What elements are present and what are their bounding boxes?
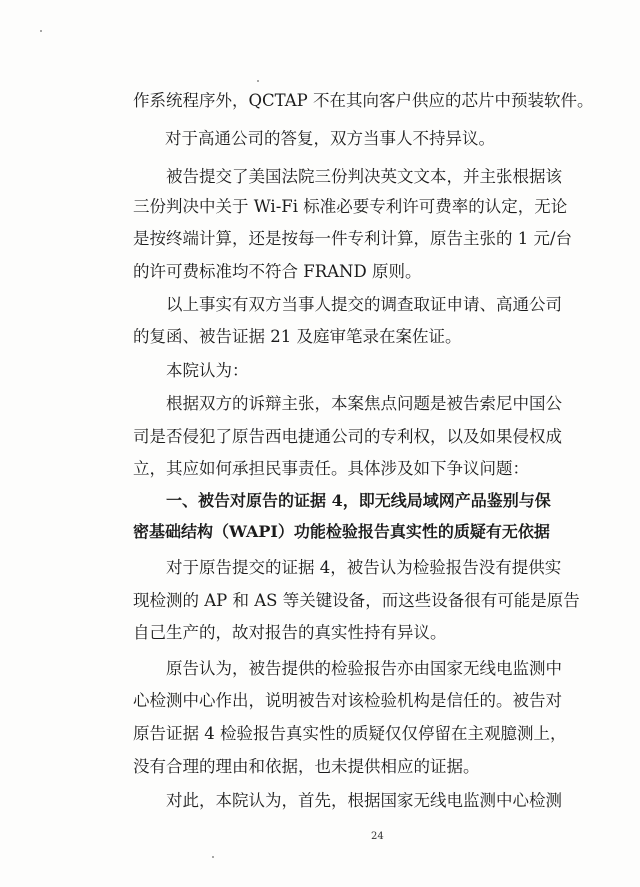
text-line-4: 三份判决中关于 Wi-Fi 标准必要专利许可费率的认定，无论 <box>133 197 568 216</box>
text-line-16: 原告认为，被告提供的检验报告亦由国家无线电监测中 <box>166 659 562 678</box>
scan-speck <box>257 80 259 82</box>
text-line-17: 心检测中心作出，说明被告对该检验机构是信任的。被告对 <box>133 691 562 710</box>
text-line-9: 本院认为： <box>166 361 249 380</box>
text-line-18: 原告证据 4 检验报告真实性的质疑仅仅停留在主观臆测上， <box>133 724 567 743</box>
section-heading-line-2: 密基础结构（WAPI）功能检验报告真实性的质疑有无依据 <box>133 522 550 541</box>
text-line-8: 的复函、被告证据 21 及庭审笔录在案佐证。 <box>133 327 462 346</box>
text-line-3: 被告提交了美国法院三份判决英文文本，并主张根据该 <box>166 167 562 186</box>
text-line-12: 立，其应如何承担民事责任。具体涉及如下争议问题： <box>133 459 529 478</box>
text-line-15: 自己生产的，故对报告的真实性持有异议。 <box>133 623 447 642</box>
text-line-5: 是按终端计算，还是按每一件专利计算，原告主张的 1 元/台 <box>133 229 573 248</box>
text-line-2: 对于高通公司的答复，双方当事人不持异议。 <box>165 129 495 148</box>
section-heading-line-1: 一、被告对原告的证据 4，即无线局域网产品鉴别与保 <box>166 491 551 510</box>
text-line-1: 作系统程序外，QCTAP 不在其向客户供应的芯片中预装软件。 <box>133 91 594 110</box>
text-line-7: 以上事实有双方当事人提交的调查取证申请、高通公司 <box>166 295 562 314</box>
text-line-14: 现检测的 AP 和 AS 等关键设备，而这些设备很有可能是原告 <box>133 591 580 610</box>
text-line-10: 根据双方的诉辩主张，本案焦点问题是被告索尼中国公 <box>166 394 562 413</box>
text-line-19: 没有合理的理由和依据，也未提供相应的证据。 <box>133 757 480 776</box>
text-line-6: 的许可费标准均不符合 FRAND 原则。 <box>133 262 422 281</box>
scan-speck <box>212 856 214 858</box>
scan-speck <box>40 30 42 32</box>
page-number: 24 <box>371 831 384 842</box>
text-line-13: 对于原告提交的证据 4，被告认为检验报告没有提供实 <box>166 558 562 577</box>
text-line-20: 对此，本院认为，首先，根据国家无线电监测中心检测 <box>166 791 562 810</box>
text-line-11: 司是否侵犯了原告西电捷通公司的专利权，以及如果侵权成 <box>133 427 562 446</box>
